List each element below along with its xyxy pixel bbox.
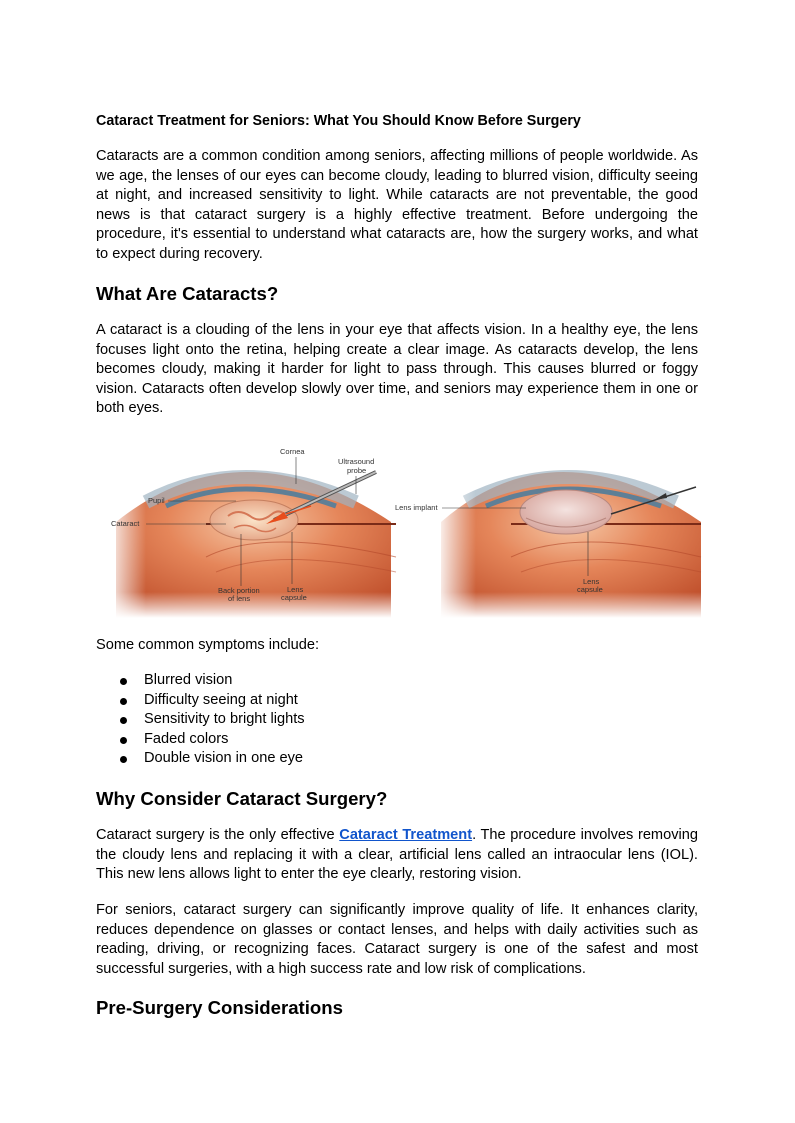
surgery-text-after-link: . The procedure involves removing the cloudy lens and replacing it with a clear, artificial lens called an intraocular lens (IOL). This new lens allows light to enter the eye clearly, restoring vision. <box>96 827 698 882</box>
symptom-text: Double vision in one eye <box>144 750 304 766</box>
eye-diagram-svg <box>106 432 704 618</box>
cataract-treatment-link[interactable]: Cataract Treatment <box>339 827 473 843</box>
list-item <box>96 730 305 750</box>
list-item <box>96 671 305 691</box>
symptom-text: Difficulty seeing at night <box>144 691 298 708</box>
label-capsule-right: capsule <box>577 585 603 594</box>
surgery-paragraph-2: For seniors, cataract surgery can significantly improve quality of life. It enhances clarity, reduces dependence on glasses or contact lenses, and helps with daily activities such as reading, driving, or recognizing faces. Cataract surgery is one of the safest and most successful surgeries, with a high success rate and low risk of complications. <box>96 902 698 977</box>
cataracts-definition-paragraph: A cataract is a clouding of the lens in your eye that affects vision. In a healthy eye, the lens focuses light onto the retina, helping create a clear image. As cataracts develop, the lens becomes cloudy, making it harder for light to pass through. This causes blurred or foggy vision. Cataracts often develop slowly over time, and seniors may experience them in one or both eyes. <box>96 322 698 416</box>
right-eye-illustration <box>395 432 704 618</box>
heading-what-are-cataracts: What Are Cataracts? <box>96 283 279 304</box>
intro-paragraph: Cataracts are a common condition among seniors, affecting millions of people worldwide. As we age, the lenses of our eyes can become cloudy, leading to blurred vision, difficulty seeing at night, and increased sensitivity to light. While cataracts are not preventable, the good news is that cataract surgery is a highly effective treatment. Before undergoing the procedure, it's essential to understand what cataracts are, how the surgery works, and what to expect during recovery. <box>96 148 698 262</box>
surgery-paragraph-1 <box>96 826 698 885</box>
bullet-icon <box>120 717 127 724</box>
label-lens-left: Lens <box>287 585 304 594</box>
symptom-text: Sensitivity to bright lights <box>144 711 305 727</box>
heading-why-consider-surgery: Why Consider Cataract Surgery? <box>96 788 388 809</box>
list-item <box>96 749 305 769</box>
symptoms-list <box>96 671 305 769</box>
bullet-icon <box>120 737 127 744</box>
surgery-text-before-link: Cataract surgery is the only effective <box>96 827 340 843</box>
left-eye-illustration <box>106 432 396 618</box>
label-pupil: Pupil <box>148 496 165 505</box>
list-item <box>96 710 305 730</box>
label-back-portion: Back portion <box>218 586 260 595</box>
label-lens-implant: Lens implant <box>395 503 438 512</box>
list-item <box>96 691 305 711</box>
bullet-icon <box>120 756 127 763</box>
label-capsule-left: capsule <box>281 593 307 602</box>
bullet-icon <box>120 678 127 685</box>
symptom-text: Faded colors <box>144 730 229 747</box>
label-ultrasound: Ultrasound <box>338 457 375 466</box>
label-lens-right: Lens <box>583 577 600 586</box>
heading-pre-surgery-considerations: Pre-Surgery Considerations <box>96 997 343 1018</box>
symptom-text: Blurred vision <box>144 672 233 688</box>
label-cornea: Cornea <box>280 447 305 456</box>
label-of-lens: of lens <box>228 594 251 603</box>
label-cataract: Cataract <box>111 519 140 528</box>
cataract-surgery-illustration <box>106 432 704 618</box>
label-probe: probe <box>347 466 367 475</box>
document-title: Cataract Treatment for Seniors: What You Should Know Before Surgery <box>96 113 581 129</box>
bullet-icon <box>120 698 127 705</box>
symptoms-intro: Some common symptoms include: <box>96 637 320 653</box>
